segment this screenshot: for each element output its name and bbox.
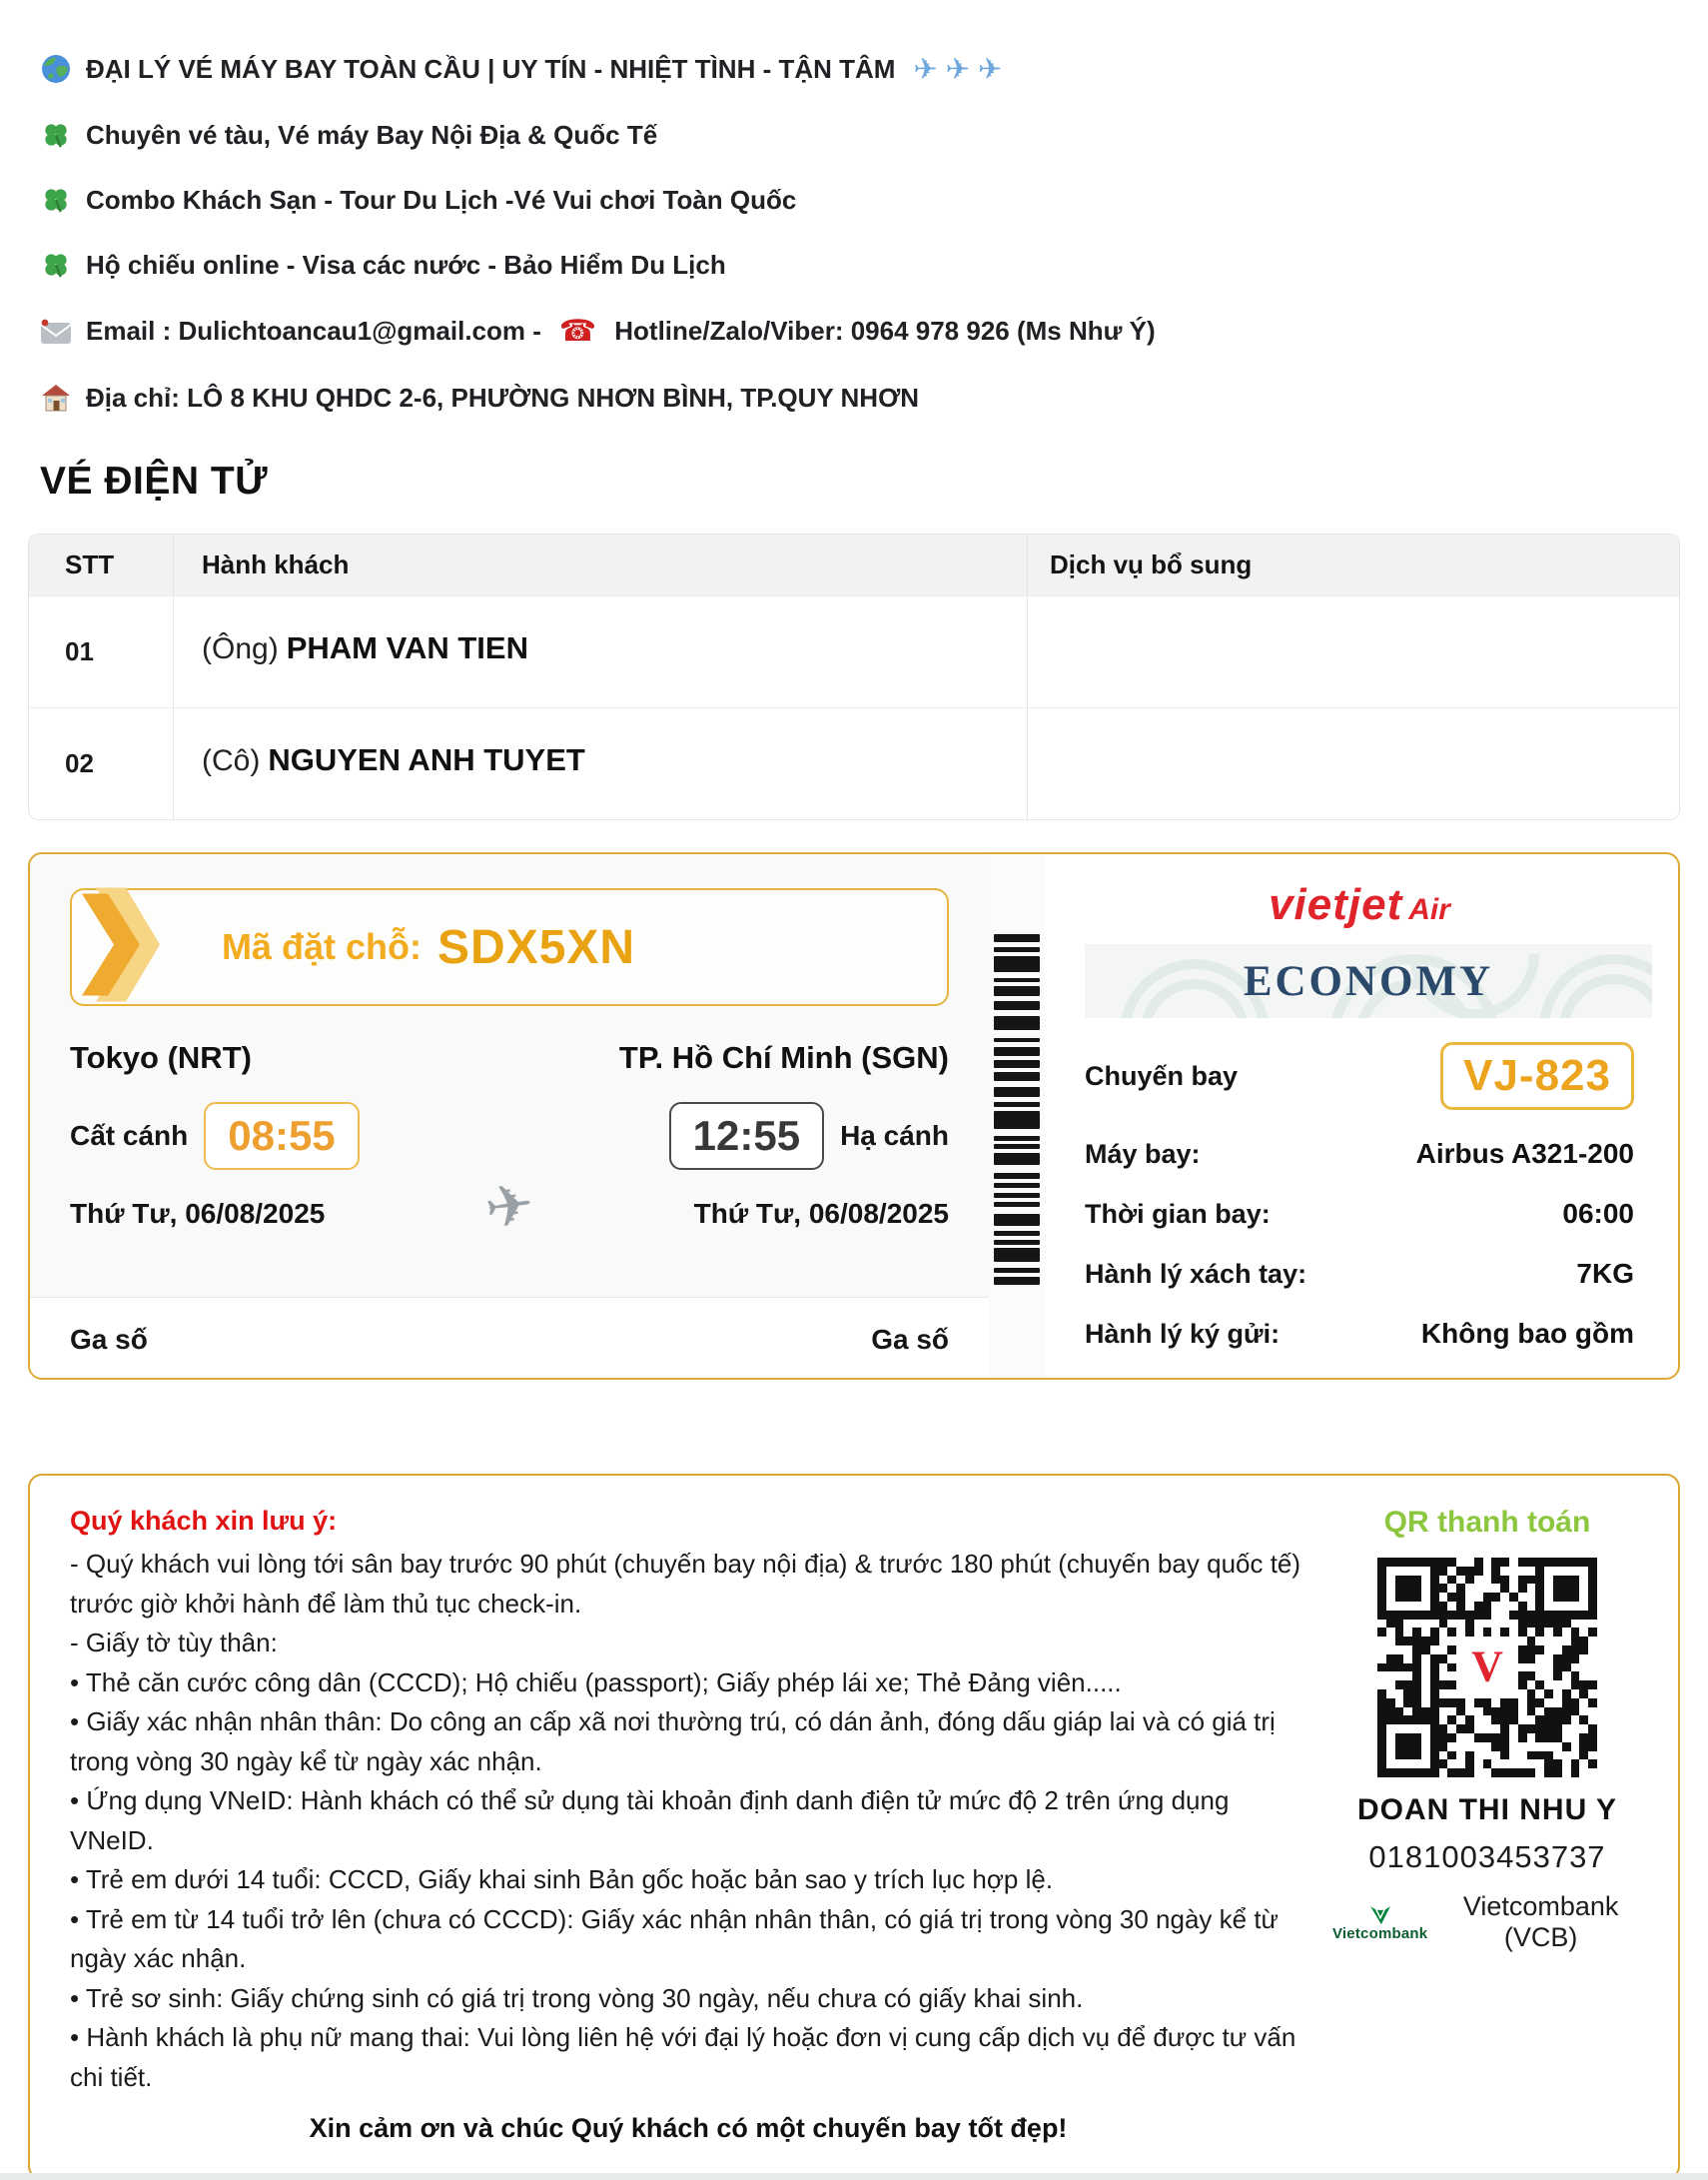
clover-icon [40,184,72,216]
col-header-stt: STT [29,535,174,595]
gate-label-left: Ga số [70,1324,148,1355]
gate-row [30,1298,989,1378]
booking-code-box [70,888,949,1006]
dates-row [70,1169,949,1244]
qr-title: QR thanh toán [1383,1506,1591,1539]
carryon-label: Hành lý xách tay: [1085,1259,1307,1289]
origin-city: Tokyo (NRT) [70,1040,252,1075]
note-line: • Trẻ em dưới 14 tuổi: CCCD, Giấy khai sinh Bản gốc hoặc bản sao y trích lục hợp lệ. [70,1864,1054,1895]
note-line: • Giấy xác nhận nhân thân: Do công an cấp xã nơi thường trú, có dán ảnh, đóng dấu giáp lai và có giá trị trong vòng 30 ngày kể từ ngày xác nhận. [70,1706,1276,1776]
passenger-prefix: (Ông) [202,632,279,665]
note-line: • Hành khách là phụ nữ mang thai: Vui lòng liên hệ với đại lý hoặc đơn vị cung cấp dịch vụ để được tư vấn chi tiết. [70,2022,1296,2092]
agency-header [0,0,1708,414]
house-icon [40,382,72,414]
passenger-name: NGUYEN ANH TUYET [268,742,585,777]
agency-address-line [40,382,1668,414]
agency-address: Địa chỉ: LÔ 8 KHU QHDC 2-6, PHƯỜNG NHƠN BÌNH, TP.QUY NHƠN [86,382,920,413]
email-icon [40,316,72,348]
destination-city: TP. Hồ Chí Minh (SGN) [618,1040,949,1075]
agency-line-2 [40,119,1668,151]
detail-row-duration [1085,1184,1634,1230]
agency-service-2: Combo Khách Sạn - Tour Du Lịch -Vé Vui chơi Toàn Quốc [86,184,797,215]
airline-details-section [1045,854,1678,1378]
detail-row-aircraft [1085,1124,1634,1170]
arrival-label: Hạ cánh [840,1120,949,1151]
agency-line-4 [40,249,1668,281]
arrival-date: Thứ Tư, 06/08/2025 [693,1198,949,1229]
note-line: - Giấy tờ tùy thân: [70,1628,278,1658]
table-row [29,595,1679,707]
carryon-value: 7KG [1576,1258,1634,1289]
note-line: • Thẻ căn cước công dân (CCCD); Hộ chiếu (passport); Giấy phép lái xe; Thẻ Đảng viên..... [70,1666,1122,1697]
passenger-cell [174,596,1028,707]
qr-code [1377,1558,1597,1777]
account-name: DOAN THI NHU Y [1356,1793,1618,1826]
departure-time: 08:55 [204,1102,359,1170]
note-line: • Ứng dụng VNeID: Hành khách có thể sử dụng tài khoản định danh điện tử mức độ 2 trên ứng dụng VNeID. [70,1785,1230,1855]
clover-icon [40,249,72,281]
departure-time-group [70,1102,360,1170]
flight-number-value: VJ-823 [1440,1042,1634,1110]
table-row [29,707,1679,819]
agency-service-1: Chuyên vé tàu, Vé máy Bay Nội Địa & Quốc Tế [86,119,658,150]
notes-text [70,1506,1332,2144]
qr-payment-section [1332,1506,1642,2144]
agency-line-1 [40,52,1668,86]
chevron-right-icon [82,884,160,1011]
note-line: • Trẻ em từ 14 tuổi trở lên (chưa có CCCD): Giấy xác nhận nhân thân, có giá trị trong vòng 30 ngày kể từ ngày xác nhận. [70,1903,1279,1974]
duration-label: Thời gian bay: [1085,1199,1271,1229]
duration-value: 06:00 [1562,1198,1634,1229]
barcode-column [989,854,1045,1378]
notes-title: Quý khách xin lưu ý: [70,1506,338,1536]
arrival-time-group [669,1102,949,1170]
agency-contact-line [40,314,1668,349]
passenger-cell [174,708,1028,819]
cities-row [70,1040,949,1076]
passenger-name: PHAM VAN TIEN [286,630,528,665]
cabin-class: ECONOMY [1243,957,1494,1005]
vietjet-logo-air: Air [1408,893,1450,926]
departure-label: Cất cánh [70,1120,189,1151]
bank-label: Vietcombank (VCB) [1462,1891,1619,1952]
flight-number-row [1085,1042,1634,1110]
vietjet-logo [1085,880,1634,930]
vietjet-logo-text: vietjet [1269,880,1403,929]
agency-line-3 [40,184,1668,216]
passenger-services [1028,596,1679,707]
detail-row-carryon [1085,1244,1634,1290]
agency-email: Email : Dulichtoancau1@gmail.com - [86,316,541,346]
times-row [70,1102,949,1170]
booking-code-value: SDX5XN [437,920,636,974]
note-line: • Trẻ sơ sinh: Giấy chứng sinh có giá trị trong vòng 30 ngày, nếu chưa có giấy khai sinh. [70,1982,1084,2013]
phone-icon: ☎ [558,314,597,349]
flight-number-label: Chuyến bay [1085,1060,1239,1091]
gate-label-right: Ga số [871,1324,949,1355]
globe-icon [40,53,72,85]
page-title: VÉ ĐIỆN TỬ [40,460,269,503]
notes-card [28,1474,1680,2180]
arrival-time: 12:55 [669,1102,824,1170]
note-line: - Quý khách vui lòng tới sân bay trước 90 phút (chuyến bay nội địa) & trước 180 phút (chuyến bay quốc tế) trước giờ khởi hành để làm thủ tục check-in. [70,1549,1301,1619]
booking-code-label: Mã đặt chỗ: [222,926,423,967]
vietcombank-logo [1332,1904,1427,1941]
booking-code-row [70,888,949,1006]
agency-title: ĐẠI LÝ VÉ MÁY BAY TOÀN CẦU | UY TÍN - NHIỆT TÌNH - TẬN TÂM [86,53,896,84]
flight-info-upper [30,854,989,1298]
passenger-index: 02 [29,708,174,819]
plane-emoji-trio: ✈✈✈ [913,52,1011,86]
detail-row-checked-baggage [1085,1304,1634,1350]
agency-hotline: Hotline/Zalo/Viber: 0964 978 926 (Ms Như Ý) [614,316,1156,346]
passenger-table [28,534,1680,820]
cabin-class-banner [1085,944,1652,1018]
passenger-index: 01 [29,596,174,707]
col-header-passenger: Hành khách [174,535,1028,595]
departure-date: Thứ Tư, 06/08/2025 [70,1198,326,1229]
passenger-prefix: (Cô) [202,744,261,777]
table-header-row [29,535,1679,595]
bank-row [1332,1891,1642,1953]
agency-service-3: Hộ chiếu online - Visa các nước - Bảo Hiểm Du Lịch [86,249,726,280]
barcode [994,934,1040,1286]
flight-info-section [30,854,989,1378]
checked-baggage-value: Không bao gồm [1420,1318,1634,1349]
aircraft-label: Máy bay: [1085,1139,1201,1169]
checked-baggage-label: Hành lý ký gửi: [1085,1319,1281,1349]
vietqr-logo-icon: V [1471,1641,1503,1691]
clover-icon [40,119,72,151]
page-bottom-strip [0,2173,1708,2180]
boarding-pass-card [28,852,1680,1380]
thanks-message: Xin cảm ơn và chúc Quý khách có một chuyến bay tốt đẹp! [309,2113,1068,2144]
passenger-services [1028,708,1679,819]
airplane-icon: ✈ [480,1169,538,1244]
vietcombank-wordmark: Vietcombank [1332,1924,1428,1942]
account-number: 0181003453737 [1368,1839,1606,1874]
aircraft-value: Airbus A321-200 [1415,1138,1634,1169]
col-header-services: Dịch vụ bổ sung [1050,549,1253,579]
